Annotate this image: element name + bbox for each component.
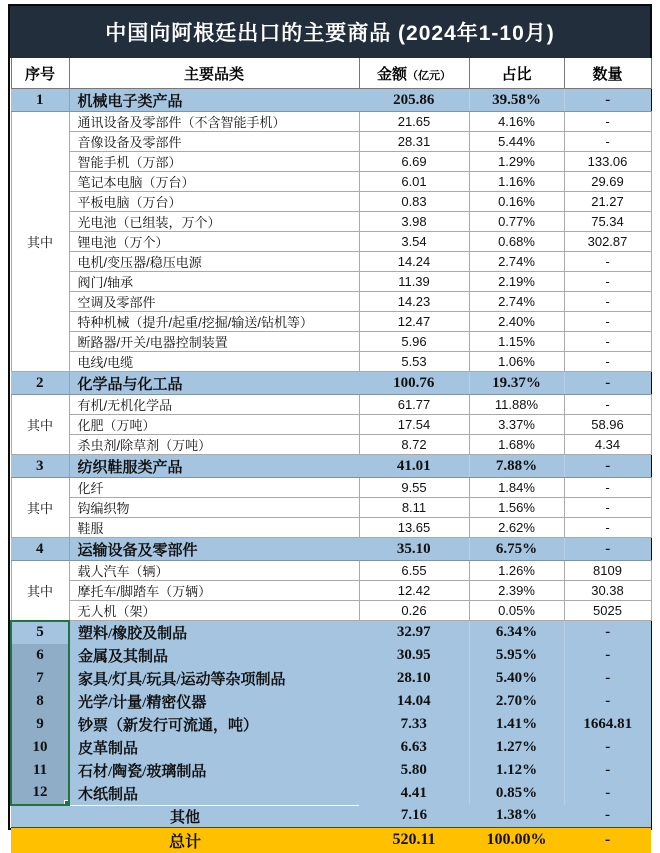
table-row: [11, 667, 651, 690]
table-row: [11, 736, 651, 759]
table-body: [11, 89, 651, 853]
cell-share[interactable]: 1.38%: [469, 805, 564, 828]
cell-share[interactable]: 1.41%: [469, 713, 564, 736]
cell-share[interactable]: 100.00%: [469, 827, 564, 853]
cell-merge-label[interactable]: 其中: [11, 561, 69, 621]
cell-amount[interactable]: 7.33: [359, 713, 469, 736]
cell-no[interactable]: 10: [11, 736, 69, 759]
cell-qty[interactable]: -: [564, 478, 651, 498]
cell-category[interactable]: 载人汽车（辆）: [69, 561, 359, 581]
cell-amount[interactable]: 17.54: [359, 415, 469, 435]
cell-share[interactable]: 2.39%: [469, 581, 564, 601]
table-row: [11, 805, 651, 828]
table-row: [11, 172, 651, 192]
cell-qty[interactable]: -: [564, 252, 651, 272]
cell-category[interactable]: 电机/变压器/稳压电源: [69, 252, 359, 272]
cell-share[interactable]: 0.16%: [469, 192, 564, 212]
table-row: [11, 252, 651, 272]
col-header-category[interactable]: 主要品类: [69, 58, 359, 89]
export-table: [10, 58, 652, 853]
cell-amount[interactable]: 13.65: [359, 518, 469, 538]
cell-qty[interactable]: 75.34: [564, 212, 651, 232]
cell-amount[interactable]: 6.55: [359, 561, 469, 581]
cell-qty[interactable]: -: [564, 827, 651, 853]
cell-category[interactable]: 家具/灯具/玩具/运动等杂项制品: [69, 667, 359, 690]
cell-share[interactable]: 1.16%: [469, 172, 564, 192]
cell-share[interactable]: 1.12%: [469, 759, 564, 782]
cell-category[interactable]: 有机/无机化学品: [69, 395, 359, 415]
cell-category[interactable]: 木纸制品: [69, 782, 359, 805]
cell-share[interactable]: 1.15%: [469, 332, 564, 352]
table-row: [11, 312, 651, 332]
cell-category[interactable]: 无人机（架）: [69, 601, 359, 621]
cell-qty[interactable]: -: [564, 372, 651, 395]
cell-category[interactable]: 笔记本电脑（万台）: [69, 172, 359, 192]
cell-share[interactable]: 1.29%: [469, 152, 564, 172]
cell-category[interactable]: 皮革制品: [69, 736, 359, 759]
cell-qty[interactable]: -: [564, 312, 651, 332]
cell-amount[interactable]: 12.47: [359, 312, 469, 332]
cell-amount[interactable]: 9.55: [359, 478, 469, 498]
table-row: [11, 232, 651, 252]
cell-no[interactable]: 2: [11, 372, 69, 395]
cell-qty[interactable]: -: [564, 667, 651, 690]
cell-qty[interactable]: 8109: [564, 561, 651, 581]
cell-qty[interactable]: 133.06: [564, 152, 651, 172]
cell-share[interactable]: 2.70%: [469, 690, 564, 713]
cell-amount[interactable]: 14.23: [359, 292, 469, 312]
cell-merge-label[interactable]: 其中: [11, 112, 69, 372]
table-row: [11, 518, 651, 538]
table-row: [11, 112, 651, 132]
table-row: [11, 498, 651, 518]
table-row: [11, 132, 651, 152]
cell-share[interactable]: 2.62%: [469, 518, 564, 538]
cell-no[interactable]: 7: [11, 667, 69, 690]
cell-no[interactable]: 9: [11, 713, 69, 736]
table-row: [11, 152, 651, 172]
cell-share[interactable]: 0.85%: [469, 782, 564, 805]
col-header-amount[interactable]: [359, 58, 469, 89]
table-row: [11, 713, 651, 736]
cell-amount[interactable]: 7.16: [359, 805, 469, 828]
cell-amount[interactable]: 61.77: [359, 395, 469, 415]
cell-share[interactable]: 6.75%: [469, 538, 564, 561]
cell-amount[interactable]: 6.63: [359, 736, 469, 759]
cell-qty[interactable]: -: [564, 132, 651, 152]
cell-amount[interactable]: 5.80: [359, 759, 469, 782]
table-row: [11, 192, 651, 212]
cell-share[interactable]: 2.74%: [469, 292, 564, 312]
cell-amount[interactable]: 100.76: [359, 372, 469, 395]
cell-qty[interactable]: -: [564, 644, 651, 667]
cell-qty[interactable]: -: [564, 112, 651, 132]
cell-qty[interactable]: 1664.81: [564, 713, 651, 736]
cell-no[interactable]: 11: [11, 759, 69, 782]
cell-category[interactable]: 化学品与化工品: [69, 372, 359, 395]
cell-qty[interactable]: -: [564, 89, 651, 112]
cell-qty[interactable]: 58.96: [564, 415, 651, 435]
cell-qty[interactable]: 302.87: [564, 232, 651, 252]
cell-no[interactable]: 6: [11, 644, 69, 667]
cell-category[interactable]: 金属及其制品: [69, 644, 359, 667]
table-row: [11, 352, 651, 372]
table-row: [11, 601, 651, 621]
cell-category[interactable]: 钞票（新发行可流通，吨）: [69, 713, 359, 736]
table-row: [11, 621, 651, 644]
cell-amount[interactable]: 21.65: [359, 112, 469, 132]
cell-no[interactable]: 12: [11, 782, 69, 805]
table-row: [11, 415, 651, 435]
cell-category[interactable]: 塑料/橡胶及制品: [69, 621, 359, 644]
table-row: [11, 292, 651, 312]
cell-share[interactable]: 5.40%: [469, 667, 564, 690]
cell-amount[interactable]: 3.98: [359, 212, 469, 232]
table-row: [11, 581, 651, 601]
cell-share[interactable]: 6.34%: [469, 621, 564, 644]
cell-amount[interactable]: 11.39: [359, 272, 469, 292]
cell-amount[interactable]: 5.96: [359, 332, 469, 352]
cell-amount[interactable]: 4.41: [359, 782, 469, 805]
cell-amount[interactable]: 28.31: [359, 132, 469, 152]
cell-amount[interactable]: 41.01: [359, 455, 469, 478]
cell-share[interactable]: 4.16%: [469, 112, 564, 132]
cell-amount[interactable]: 32.97: [359, 621, 469, 644]
table-row: [11, 272, 651, 292]
cell-category[interactable]: 总计: [11, 827, 359, 853]
table-row: [11, 644, 651, 667]
cell-category[interactable]: 断路器/开关/电器控制装置: [69, 332, 359, 352]
table-row: [11, 690, 651, 713]
cell-merge-label[interactable]: 其中: [11, 395, 69, 455]
cell-share[interactable]: 0.68%: [469, 232, 564, 252]
cell-qty[interactable]: -: [564, 736, 651, 759]
cell-category[interactable]: 阀门/轴承: [69, 272, 359, 292]
cell-share[interactable]: 3.37%: [469, 415, 564, 435]
cell-qty[interactable]: -: [564, 498, 651, 518]
cell-category[interactable]: 鞋服: [69, 518, 359, 538]
table-row: [11, 395, 651, 415]
cell-category[interactable]: 空调及零部件: [69, 292, 359, 312]
cell-amount[interactable]: 35.10: [359, 538, 469, 561]
cell-qty[interactable]: 21.27: [564, 192, 651, 212]
cell-qty[interactable]: -: [564, 455, 651, 478]
table-row: [11, 782, 651, 805]
cell-category[interactable]: 光学/计量/精密仪器: [69, 690, 359, 713]
cell-category[interactable]: 化肥（万吨）: [69, 415, 359, 435]
col-header-qty[interactable]: 数量: [564, 58, 651, 89]
cell-amount[interactable]: 8.11: [359, 498, 469, 518]
cell-share[interactable]: 19.37%: [469, 372, 564, 395]
cell-category[interactable]: 运输设备及零部件: [69, 538, 359, 561]
cell-amount[interactable]: 0.26: [359, 601, 469, 621]
cell-category[interactable]: 电线/电缆: [69, 352, 359, 372]
cell-share[interactable]: 39.58%: [469, 89, 564, 112]
cell-category[interactable]: 机械电子类产品: [69, 89, 359, 112]
cell-qty[interactable]: -: [564, 292, 651, 312]
col-header-share[interactable]: 占比: [469, 58, 564, 89]
cell-share[interactable]: 1.27%: [469, 736, 564, 759]
cell-share[interactable]: 5.95%: [469, 644, 564, 667]
cell-category[interactable]: 光电池（已组装，万个）: [69, 212, 359, 232]
cell-no[interactable]: 8: [11, 690, 69, 713]
cell-qty[interactable]: 30.38: [564, 581, 651, 601]
table-row: [11, 435, 651, 455]
cell-share[interactable]: 2.40%: [469, 312, 564, 332]
cell-share[interactable]: 1.26%: [469, 561, 564, 581]
col-header-amount-label: 金额: [377, 66, 407, 83]
cell-category[interactable]: 石材/陶瓷/玻璃制品: [69, 759, 359, 782]
cell-amount[interactable]: 6.01: [359, 172, 469, 192]
table-row: [11, 89, 651, 112]
cell-category[interactable]: 纺织鞋服类产品: [69, 455, 359, 478]
cell-amount[interactable]: 5.53: [359, 352, 469, 372]
cell-no[interactable]: 5: [11, 621, 69, 644]
cell-amount[interactable]: 3.54: [359, 232, 469, 252]
cell-amount[interactable]: 6.69: [359, 152, 469, 172]
cell-qty[interactable]: 29.69: [564, 172, 651, 192]
table-row: [11, 212, 651, 232]
table-row: [11, 759, 651, 782]
cell-qty[interactable]: -: [564, 352, 651, 372]
cell-qty[interactable]: -: [564, 332, 651, 352]
cell-share[interactable]: 0.77%: [469, 212, 564, 232]
cell-category[interactable]: 通讯设备及零部件（不含智能手机）: [69, 112, 359, 132]
cell-qty[interactable]: -: [564, 621, 651, 644]
cell-share[interactable]: 0.05%: [469, 601, 564, 621]
cell-amount[interactable]: 520.11: [359, 827, 469, 853]
cell-category[interactable]: 钩编织物: [69, 498, 359, 518]
cell-qty[interactable]: -: [564, 690, 651, 713]
cell-category[interactable]: 平板电脑（万台）: [69, 192, 359, 212]
cell-category[interactable]: 锂电池（万个）: [69, 232, 359, 252]
cell-share[interactable]: 11.88%: [469, 395, 564, 415]
cell-share[interactable]: 1.56%: [469, 498, 564, 518]
table-row: [11, 478, 651, 498]
cell-qty[interactable]: 4.34: [564, 435, 651, 455]
table-row: [11, 455, 651, 478]
cell-amount[interactable]: 14.04: [359, 690, 469, 713]
cell-qty[interactable]: -: [564, 538, 651, 561]
cell-qty[interactable]: -: [564, 518, 651, 538]
table-row: [11, 561, 651, 581]
cell-category[interactable]: 化纤: [69, 478, 359, 498]
cell-category[interactable]: 其他: [11, 805, 359, 828]
table-frame: [8, 4, 652, 830]
cell-category[interactable]: 杀虫剂/除草剂（万吨）: [69, 435, 359, 455]
cell-qty[interactable]: -: [564, 759, 651, 782]
cell-share[interactable]: 2.74%: [469, 252, 564, 272]
cell-amount[interactable]: 0.83: [359, 192, 469, 212]
cell-qty[interactable]: -: [564, 272, 651, 292]
cell-amount[interactable]: 8.72: [359, 435, 469, 455]
cell-amount[interactable]: 28.10: [359, 667, 469, 690]
cell-merge-label[interactable]: 其中: [11, 478, 69, 538]
cell-qty[interactable]: -: [564, 395, 651, 415]
cell-qty[interactable]: 5025: [564, 601, 651, 621]
cell-share[interactable]: 1.06%: [469, 352, 564, 372]
cell-share[interactable]: 1.84%: [469, 478, 564, 498]
cell-category[interactable]: 特种机械（提升/起重/挖掘/输送/钻机等）: [69, 312, 359, 332]
cell-no[interactable]: 4: [11, 538, 69, 561]
cell-share[interactable]: 2.19%: [469, 272, 564, 292]
cell-amount[interactable]: 30.95: [359, 644, 469, 667]
table-row: [11, 538, 651, 561]
table-row: [11, 332, 651, 352]
cell-qty[interactable]: -: [564, 805, 651, 828]
cell-category[interactable]: 摩托车/脚踏车（万辆）: [69, 581, 359, 601]
cell-amount[interactable]: 12.42: [359, 581, 469, 601]
cell-no[interactable]: 1: [11, 89, 69, 112]
cell-share[interactable]: 7.88%: [469, 455, 564, 478]
table-row: [11, 827, 651, 853]
cell-amount[interactable]: 14.24: [359, 252, 469, 272]
cell-category[interactable]: 智能手机（万部）: [69, 152, 359, 172]
cell-share[interactable]: 5.44%: [469, 132, 564, 152]
table-title: 中国向阿根廷出口的主要商品 (2024年1-10月): [10, 6, 650, 58]
cell-amount[interactable]: 205.86: [359, 89, 469, 112]
cell-category[interactable]: 音像设备及零部件: [69, 132, 359, 152]
col-header-no[interactable]: 序号: [11, 58, 69, 89]
cell-share[interactable]: 1.68%: [469, 435, 564, 455]
header-row: [11, 58, 651, 89]
cell-no[interactable]: 3: [11, 455, 69, 478]
col-header-amount-unit: （亿元）: [407, 70, 451, 82]
table-row: [11, 372, 651, 395]
cell-qty[interactable]: -: [564, 782, 651, 805]
